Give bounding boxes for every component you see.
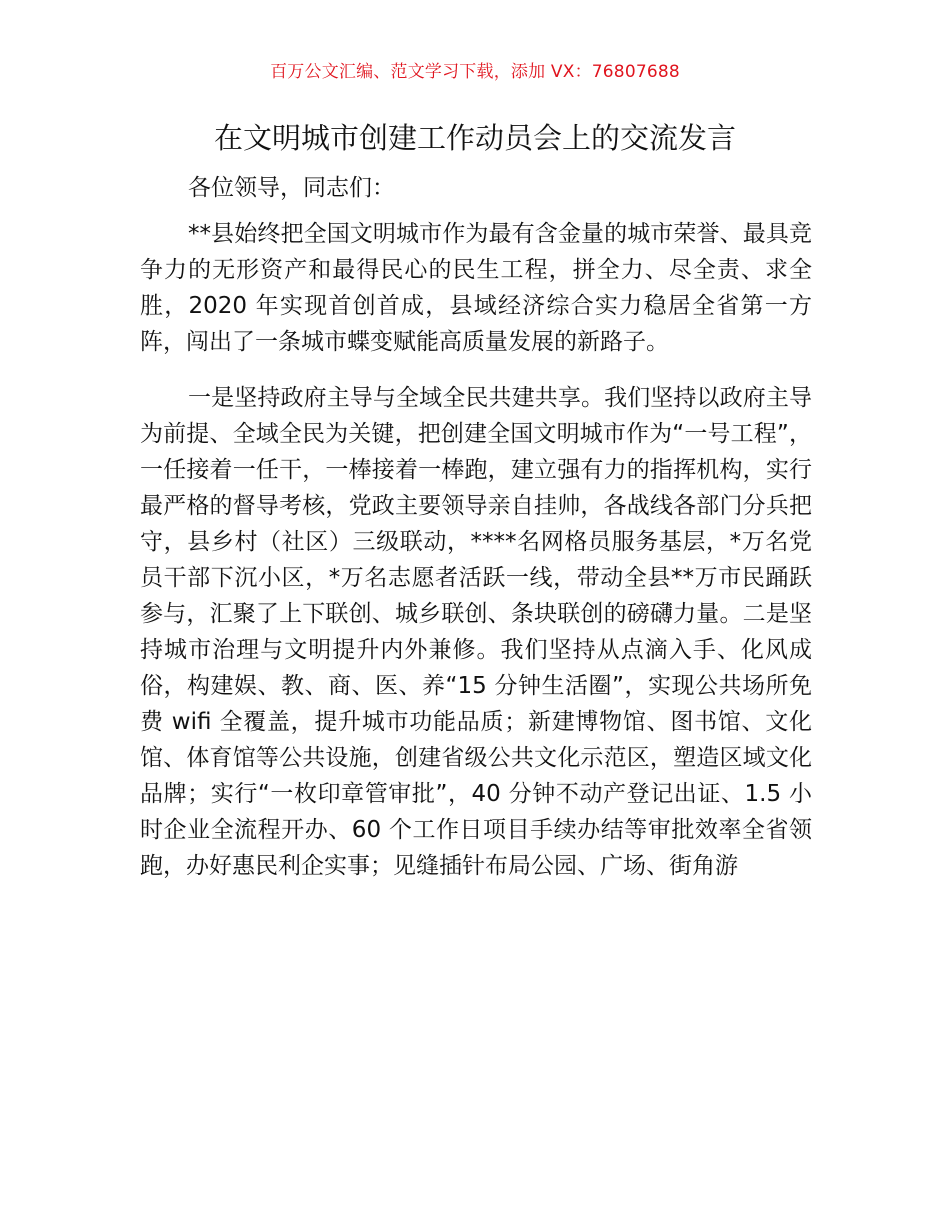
salutation: 各位领导，同志们： xyxy=(188,175,395,201)
paragraph-measures: 一是坚持政府主导与全域全民共建共享。我们坚持以政府主导为前提、全域全民为关键，把创建全国文明城市作为“一号工程”，一任接着一任干，一棒接着一棒跑，建立强有力的指挥机构，实行最严格的督导考核，党政主要领导亲自挂帅，各战线各部门分兵把守，县乡村（社区）三级联动，****名网格员服务基层，*万名党员干部下沉小区，*万名志愿者活跃一线，带动全县**万市民踊跃参与，汇聚了上下联创、城乡联创、条块联创的磅礴力量。二是坚持城市治理与文明提升内外兼修。我们坚持从点滴入手、化风成俗，构建娱、教、商、医、养“15 分钟生活圈”，实现公共场所免费 wifi 全覆盖，提升城市功能品质；新建博物馆、图书馆、文化馆、体育馆等公共设施，创建省级公共文化示范区，塑造区域文化品牌；实行“一枚印章管审批”，40 分钟不动产登记出证、1.5 小时企业全流程开办、60 个工作日项目手续办结等审批效率全省领跑，办好惠民利企实事；见缝插针布局公园、广场、街角游 xyxy=(140,385,812,879)
document-title: 在文明城市创建工作动员会上的交流发言 xyxy=(213,121,736,155)
paragraph-intro: **县始终把全国文明城市作为最有含金量的城市荣誉、最具竞争力的无形资产和最得民心的民生工程，拼全力、尽全责、求全胜，2020 年实现首创首成，县域经济综合实力稳居全省第一方阵，闯出了一条城市蝶变赋能高质量发展的新路子。 xyxy=(140,221,812,355)
watermark-banner: 百万公文汇编、范文学习下载，添加 VX：76807688 xyxy=(270,62,680,82)
document-body xyxy=(140,170,812,904)
